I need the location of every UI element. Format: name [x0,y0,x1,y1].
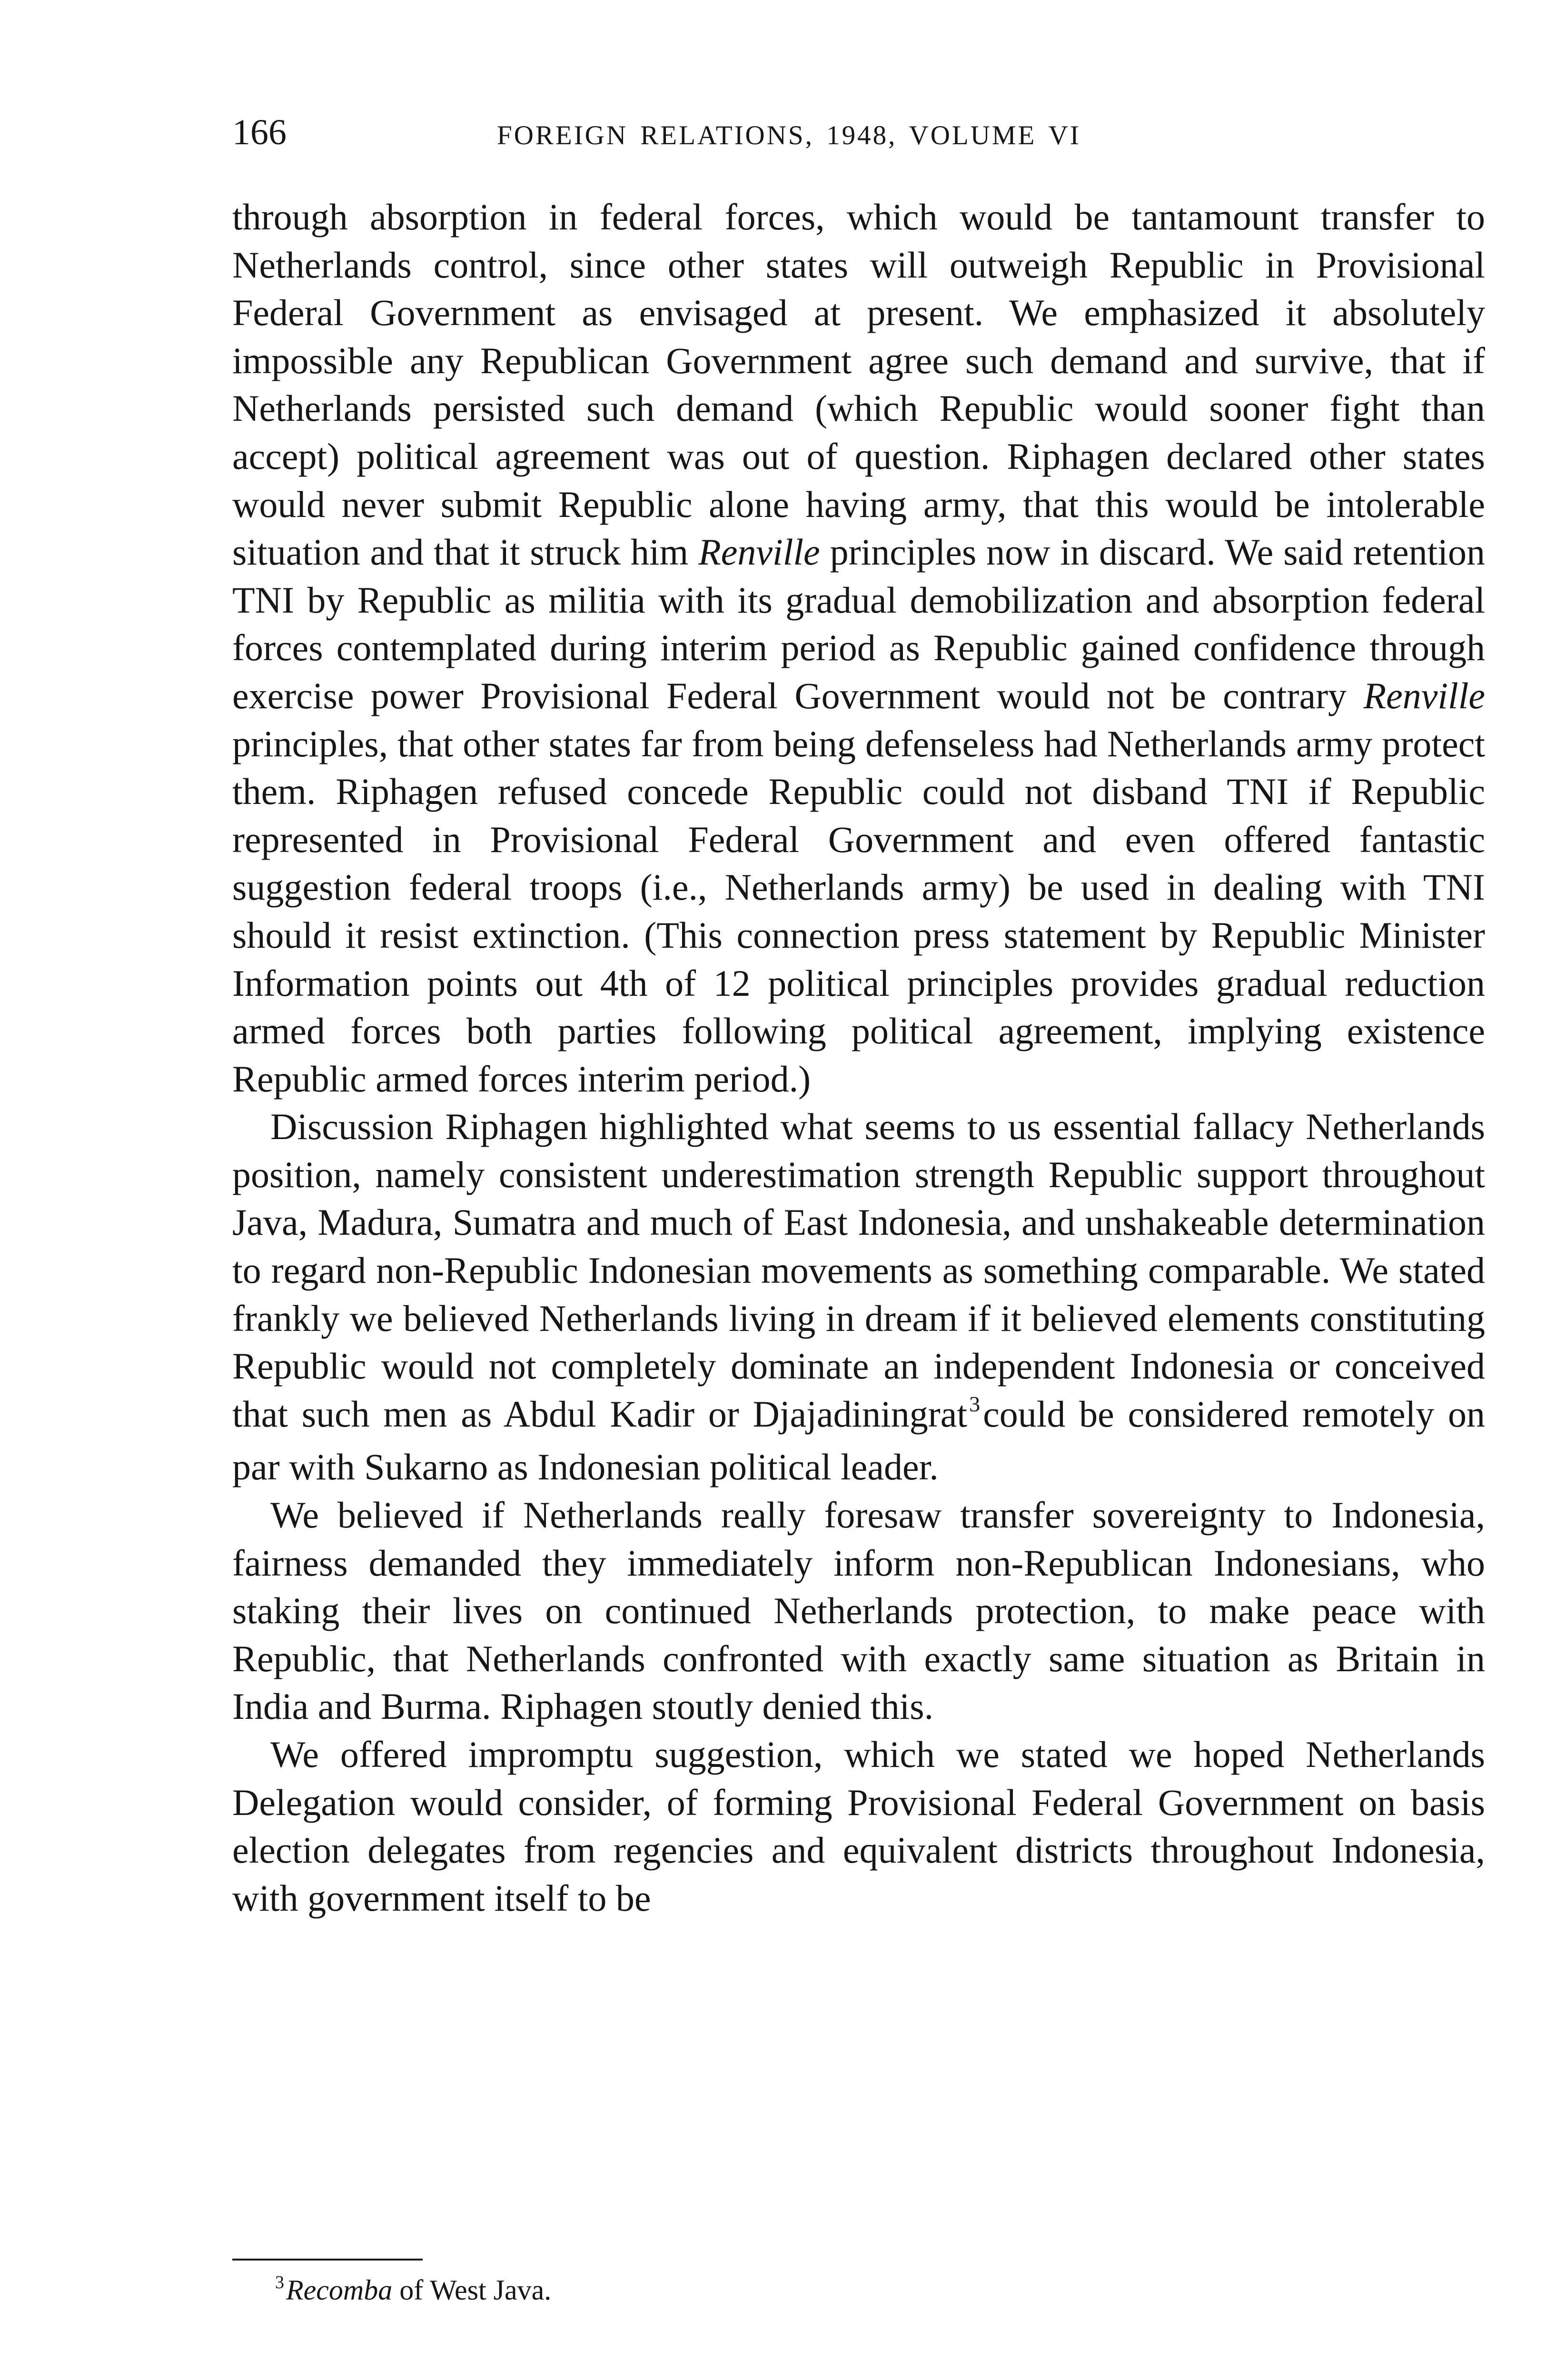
page-header [232,109,1489,166]
paragraph-1-part-c: principles, that other states far from being defenseless had Netherlands army protect them. Riphagen refused concede Republic could not disband TNI if Republic represented in Provisional Federal Government and even offered fantastic suggestion federal troops (i.e., Netherlands army) be used in dealing with TNI should it resist extinction. (This connection press statement by Republic Minister Information points out 4th of 12 political principles provides gradual reduction armed forces both parties following political agreement, implying existence Republic armed forces interim period.) [232,723,1485,1100]
body-text [232,193,1485,1922]
paragraph-4: We offered impromptu suggestion, which we stated we hoped Netherlands Delegation would consider, of forming Provisional Federal Government on basis election delegates from regencies and equivalent districts throughout Indonesia, with government itself to be [232,1734,1485,1919]
footnote-reference: 3 [969,1391,981,1416]
italic-renville-1: Renville [698,531,820,573]
footnote-italic-term: Recomba [286,2274,393,2306]
paragraph-2-part-b: could be considered remotely on par with Sukarno as Indonesian political leader. [232,1393,1485,1488]
footnote-divider [232,2259,423,2261]
paragraph-1-part-a: through absorption in federal forces, which would be tantamount transfer to Netherlands control, since other states will outweigh Republic in Provisional Federal Government as envisaged at present. We emphasized it absolutely impossible any Republican Government agree such demand and survive, that if Netherlands persisted such demand (which Republic would sooner fight than accept) political agreement was out of question. Riphagen declared other states would never submit Republic alone having army, that this would be intolerable situation and that it struck him [232,196,1485,573]
italic-renville-2: Renville [1363,674,1485,716]
footnote-marker: 3 [275,2272,284,2292]
paragraph-1-part-b: principles now in discard. We said retention TNI by Republic as militia with its gradual demobilization and absorption federal forces contemplated during interim period as Republic gained confidence through exercise power Provisional Federal Government would not be contrary [232,531,1486,716]
footnote [275,2270,551,2314]
running-head: FOREIGN RELATIONS, 1948, VOLUME VI [497,120,1081,150]
paragraph-1 [232,193,1485,1103]
footnote-text: of West Java. [392,2274,552,2306]
paragraph-3: We believed if Netherlands really foresaw transfer sovereignty to Indonesia, fairness demanded they immediately inform non-Republican Indonesians, who staking their lives on continued Netherlands protection, to make peace with Republic, that Netherlands confronted with exactly same situation as Britain in India and Burma. Riphagen stoutly denied this. [232,1494,1485,1727]
page-number: 166 [232,112,287,152]
paragraph-2-part-a: Discussion Riphagen highlighted what seems to us essential fallacy Netherlands position, namely consistent underestimation strength Republic support throughout Java, Madura, Sumatra and much of East Indonesia, and unshakeable determination to regard non-Republic Indonesian movements as something comparable. We stated frankly we believed Netherlands living in dream if it believed elements constituting Republic would not completely dominate an independent Indonesia or conceived that such men as Abdul Kadir or Djajadiningrat [232,1106,1485,1435]
paragraph-2 [232,1103,1485,1491]
